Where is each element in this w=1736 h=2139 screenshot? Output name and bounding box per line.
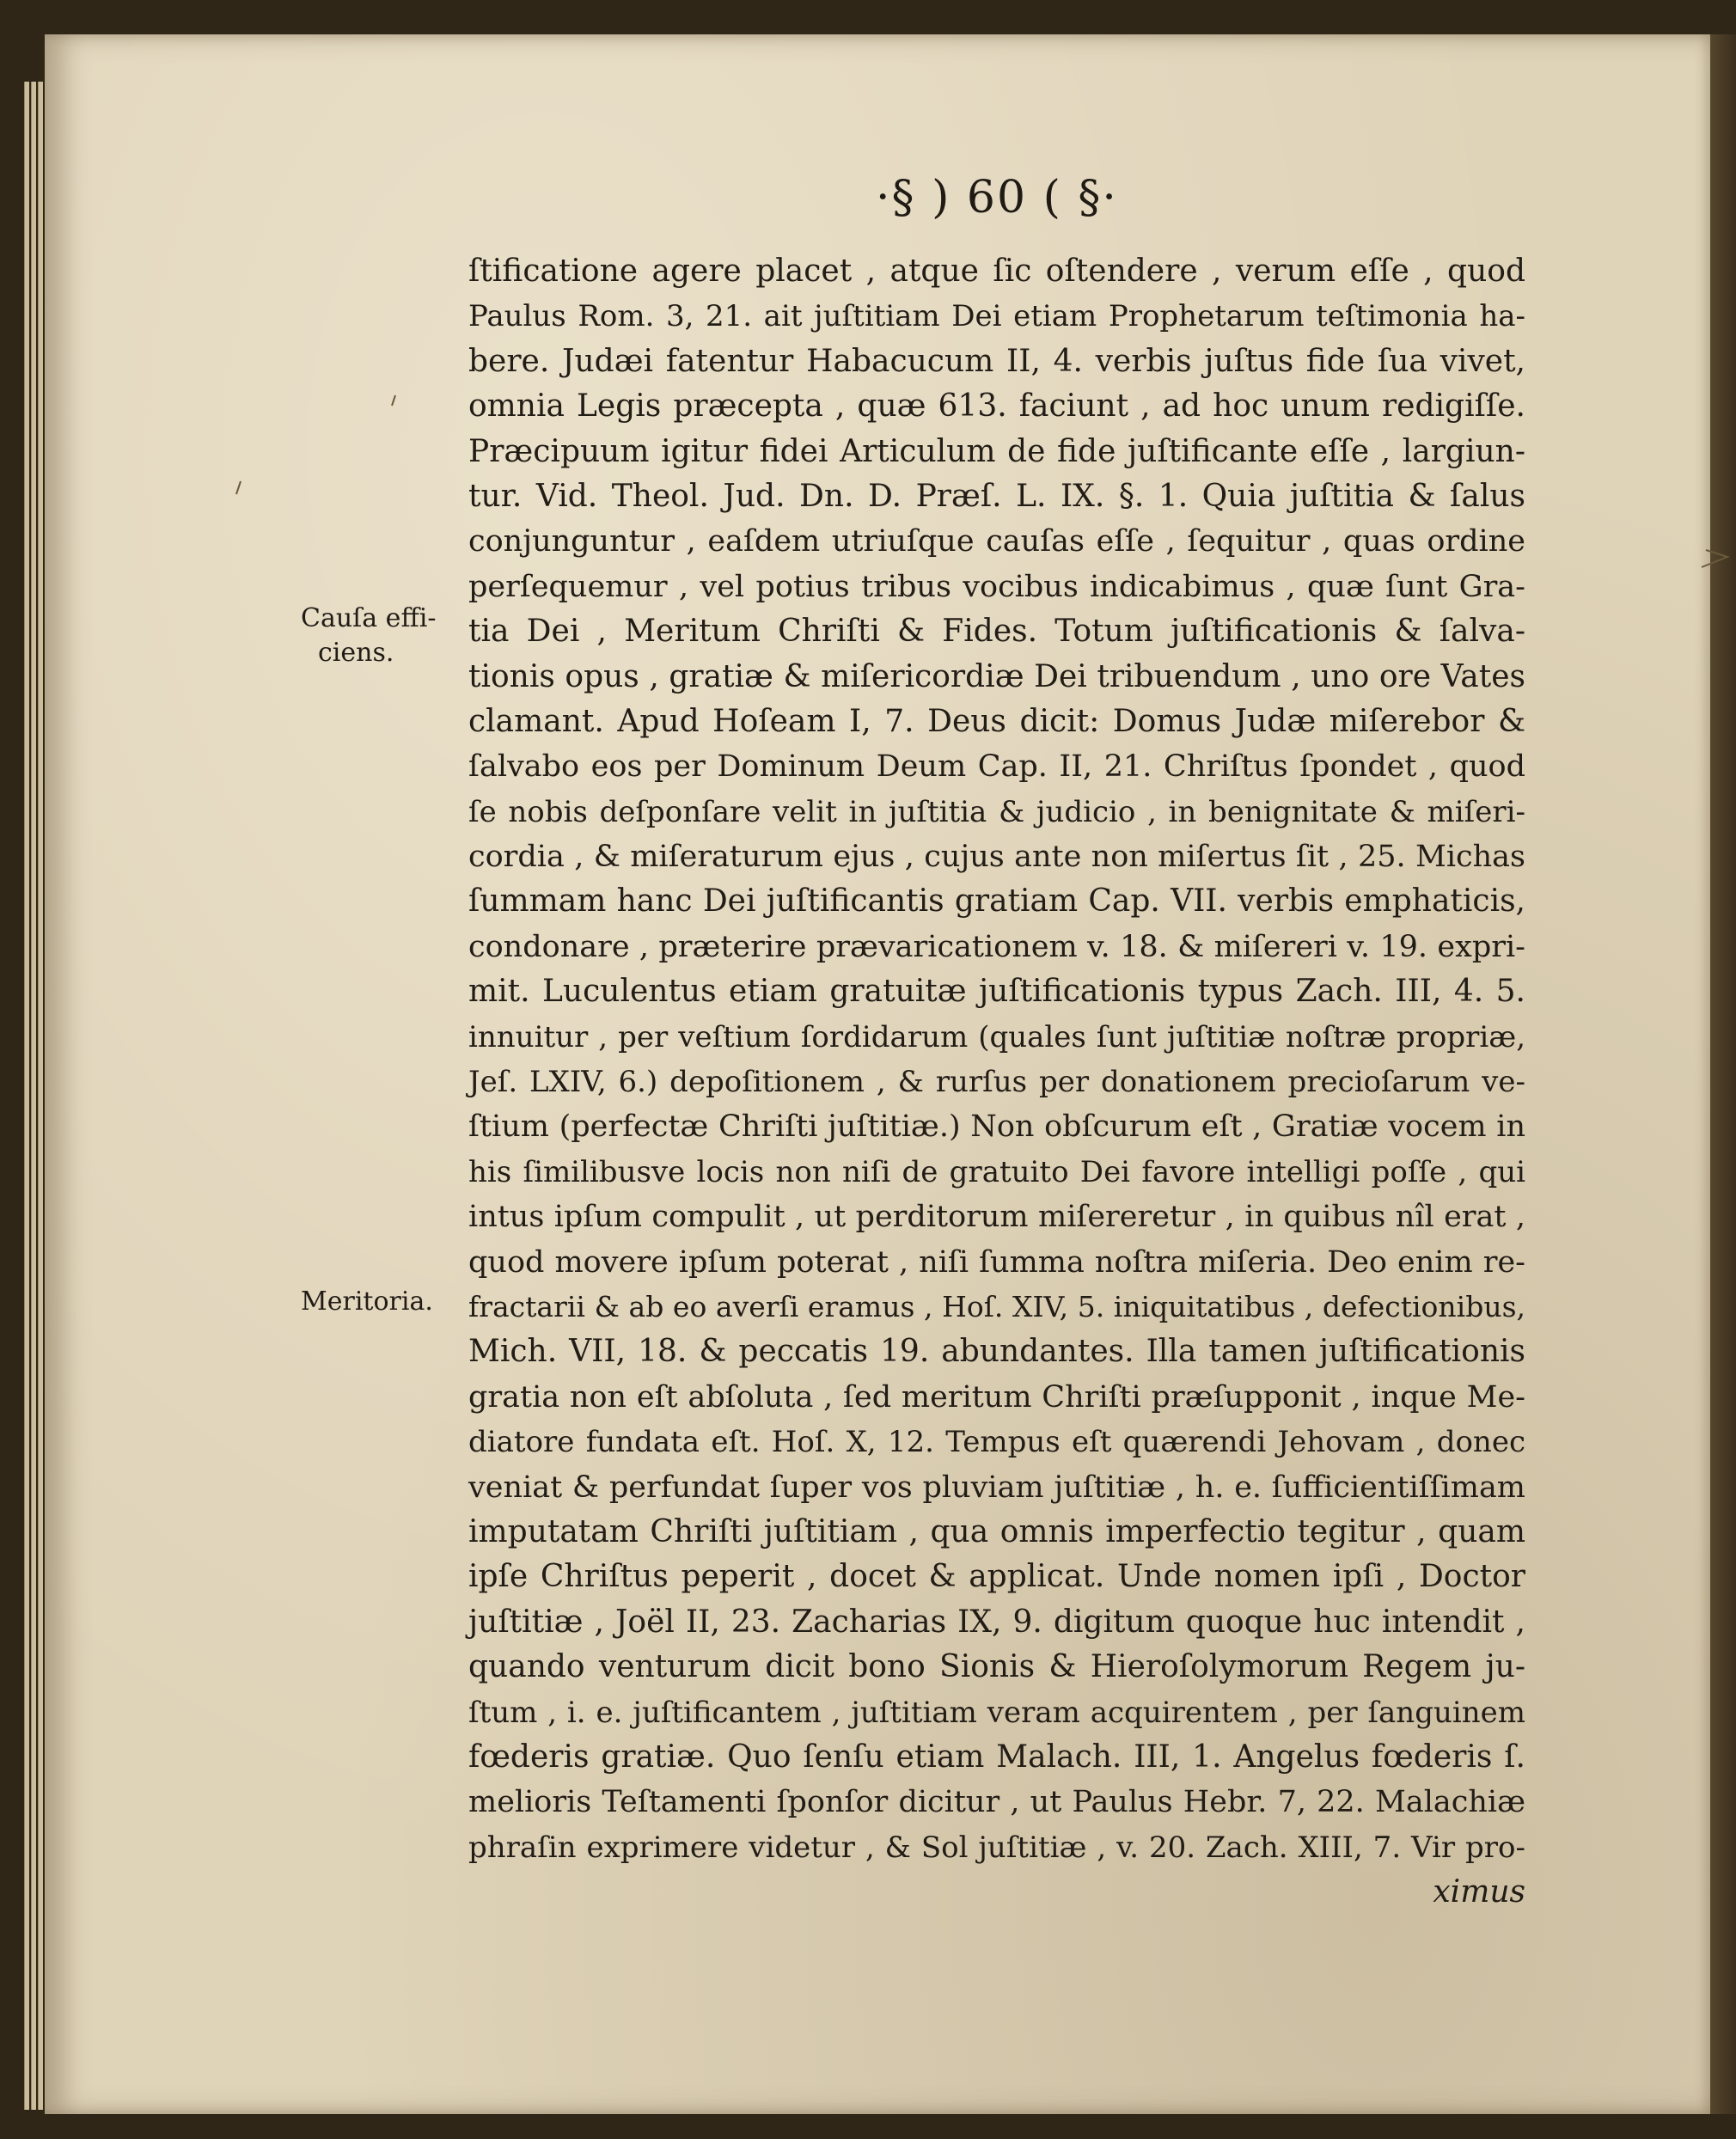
text-line: imputatam Chriſti juſtitiam , qua omnis imperfectio tegitur , quam [468, 1513, 1525, 1549]
text-line: ſtum , i. e. juſtificantem , juſtitiam veram acquirentem , per ſanguinem [468, 1695, 1525, 1730]
margin-note-causa [301, 602, 464, 670]
text-line: ſe nobis deſponſare velit in juſtitia & judicio , in benignitate & miſeri- [468, 794, 1525, 829]
text-line: veniat & perfundat ſuper vos pluviam juſtitiæ , h. e. ſufficientiſſimam [468, 1470, 1525, 1505]
margin-note-line: ciens. [318, 638, 394, 668]
text-line: ſtium (perfectæ Chriſti juſtitiæ.) Non obſcurum eſt , Gratiæ vocem in [468, 1109, 1525, 1145]
text-line: bere. Judæi fatentur Habacucum II, 4. verbis juſtus fide ſua vivet, [468, 343, 1525, 379]
text-line: cordia , & miſeraturum ejus , cujus ante non miſertus ſit , 25. Michas [468, 840, 1525, 875]
text-line: fœderis gratiæ. Quo ſenſu etiam Malach. III, 1. Angelus fœderis ſ. [468, 1739, 1525, 1775]
text-line: tionis opus , gratiæ & miſericordiæ Dei tribuendum , uno ore Vates [468, 658, 1525, 694]
text-line: condonare , præterire prævaricationem v. 18. & miſereri v. 19. expri- [468, 929, 1525, 964]
text-line: juſtitiæ , Joël II, 23. Zacharias IX, 9. digitum quoque huc intendit , [468, 1604, 1525, 1640]
page-edge [24, 82, 29, 2110]
text-line: ſtificatione agere placet , atque ſic oſtendere , verum eſſe , quod [468, 254, 1525, 289]
text-line: quando venturum dicit bono Sionis & Hieroſolymorum Regem ju- [468, 1649, 1525, 1685]
text-line: omnia Legis præcepta , quæ 613. faciunt , ad hoc unum redigiſſe. [468, 388, 1525, 425]
page-edge [31, 82, 36, 2110]
text-line: phraſin exprimere videtur , & Sol juſtitiæ , v. 20. Zach. XIII, 7. Vir pro- [468, 1830, 1525, 1865]
text-line: Mich. VII, 18. & peccatis 19. abundantes. Illa tamen juſtificationis [468, 1334, 1525, 1370]
text-line: ſummam hanc Dei juſtificantis gratiam Cap. VII. verbis emphaticis, [468, 883, 1525, 920]
page-header: ·§ ) 60 ( §· [876, 172, 1118, 223]
text-line: conjunguntur , eaſdem utriuſque cauſas eſſe , ſequitur , quas ordine [468, 524, 1525, 559]
text-line: gratia non eſt abſoluta , ſed meritum Chriſti præſupponit , inque Me- [468, 1379, 1525, 1415]
text-line: perſequemur , vel potius tribus vocibus indicabimus , quæ ſunt Gra- [468, 569, 1525, 604]
text-line: tur. Vid. Theol. Jud. Dn. D. Præſ. L. IX. §. 1. Quia juſtitia & ſalus [468, 478, 1525, 514]
text-line: ſalvabo eos per Dominum Deum Cap. II, 21. Chriſtus ſpondet , quod [468, 749, 1525, 785]
body-text [468, 249, 1525, 1915]
text-line: Paulus Rom. 3, 21. ait juſtitiam Dei etiam Prophetarum teſtimonia ha- [468, 299, 1525, 334]
margin-note-meritoria: Meritoria. [301, 1286, 433, 1317]
text-line: mit. Luculentus etiam gratuitæ juſtificationis typus Zach. III, 4. 5. [468, 974, 1525, 1010]
text-line: quod movere ipſum poterat , niſi ſumma noſtra miſeria. Deo enim re- [468, 1244, 1525, 1280]
text-line: Præcipuum igitur fidei Articulum de fide juſtificante eſſe , largiun- [468, 433, 1525, 469]
text-line: his ſimilibusve locis non niſi de gratuito Dei favore intelligi poſſe , qui [468, 1154, 1525, 1189]
text-line: tia Dei , Meritum Chriſti & Fides. Totum juſtificationis & ſalva- [468, 614, 1525, 650]
text-line: Jeſ. LXIV, 6.) depoſitionem , & rurſus per donationem precioſarum ve- [468, 1065, 1525, 1100]
text-line: melioris Teſtamenti ſponſor dicitur , ut Paulus Hebr. 7, 22. Malachiæ [468, 1785, 1525, 1820]
text-line: intus ipſum compulit , ut perditorum miſereretur , in quibus nîl erat , [468, 1200, 1525, 1235]
text-line: clamant. Apud Hoſeam I, 7. Deus dicit: Domus Judæ miſerebor & [468, 703, 1525, 739]
text-line: innuitur , per veſtium ſordidarum (quales ſunt juſtitiæ noſtræ propriæ, [468, 1019, 1525, 1054]
text-line: ipſe Chriſtus peperit , docet & applicat. Unde nomen ipſi , Doctor [468, 1559, 1525, 1595]
text-line: diatore fundata eſt. Hoſ. X, 12. Tempus eſt quærendi Jehovam , donec [468, 1425, 1525, 1460]
text-line: fractarii & ab eo averſi eramus , Hoſ. XIV, 5. iniquitatibus , defectionibus, [468, 1289, 1525, 1323]
page-edge [38, 82, 43, 2110]
catchword: ximus [1433, 1874, 1525, 1910]
margin-note-line: Cauſa effi- [301, 603, 437, 633]
